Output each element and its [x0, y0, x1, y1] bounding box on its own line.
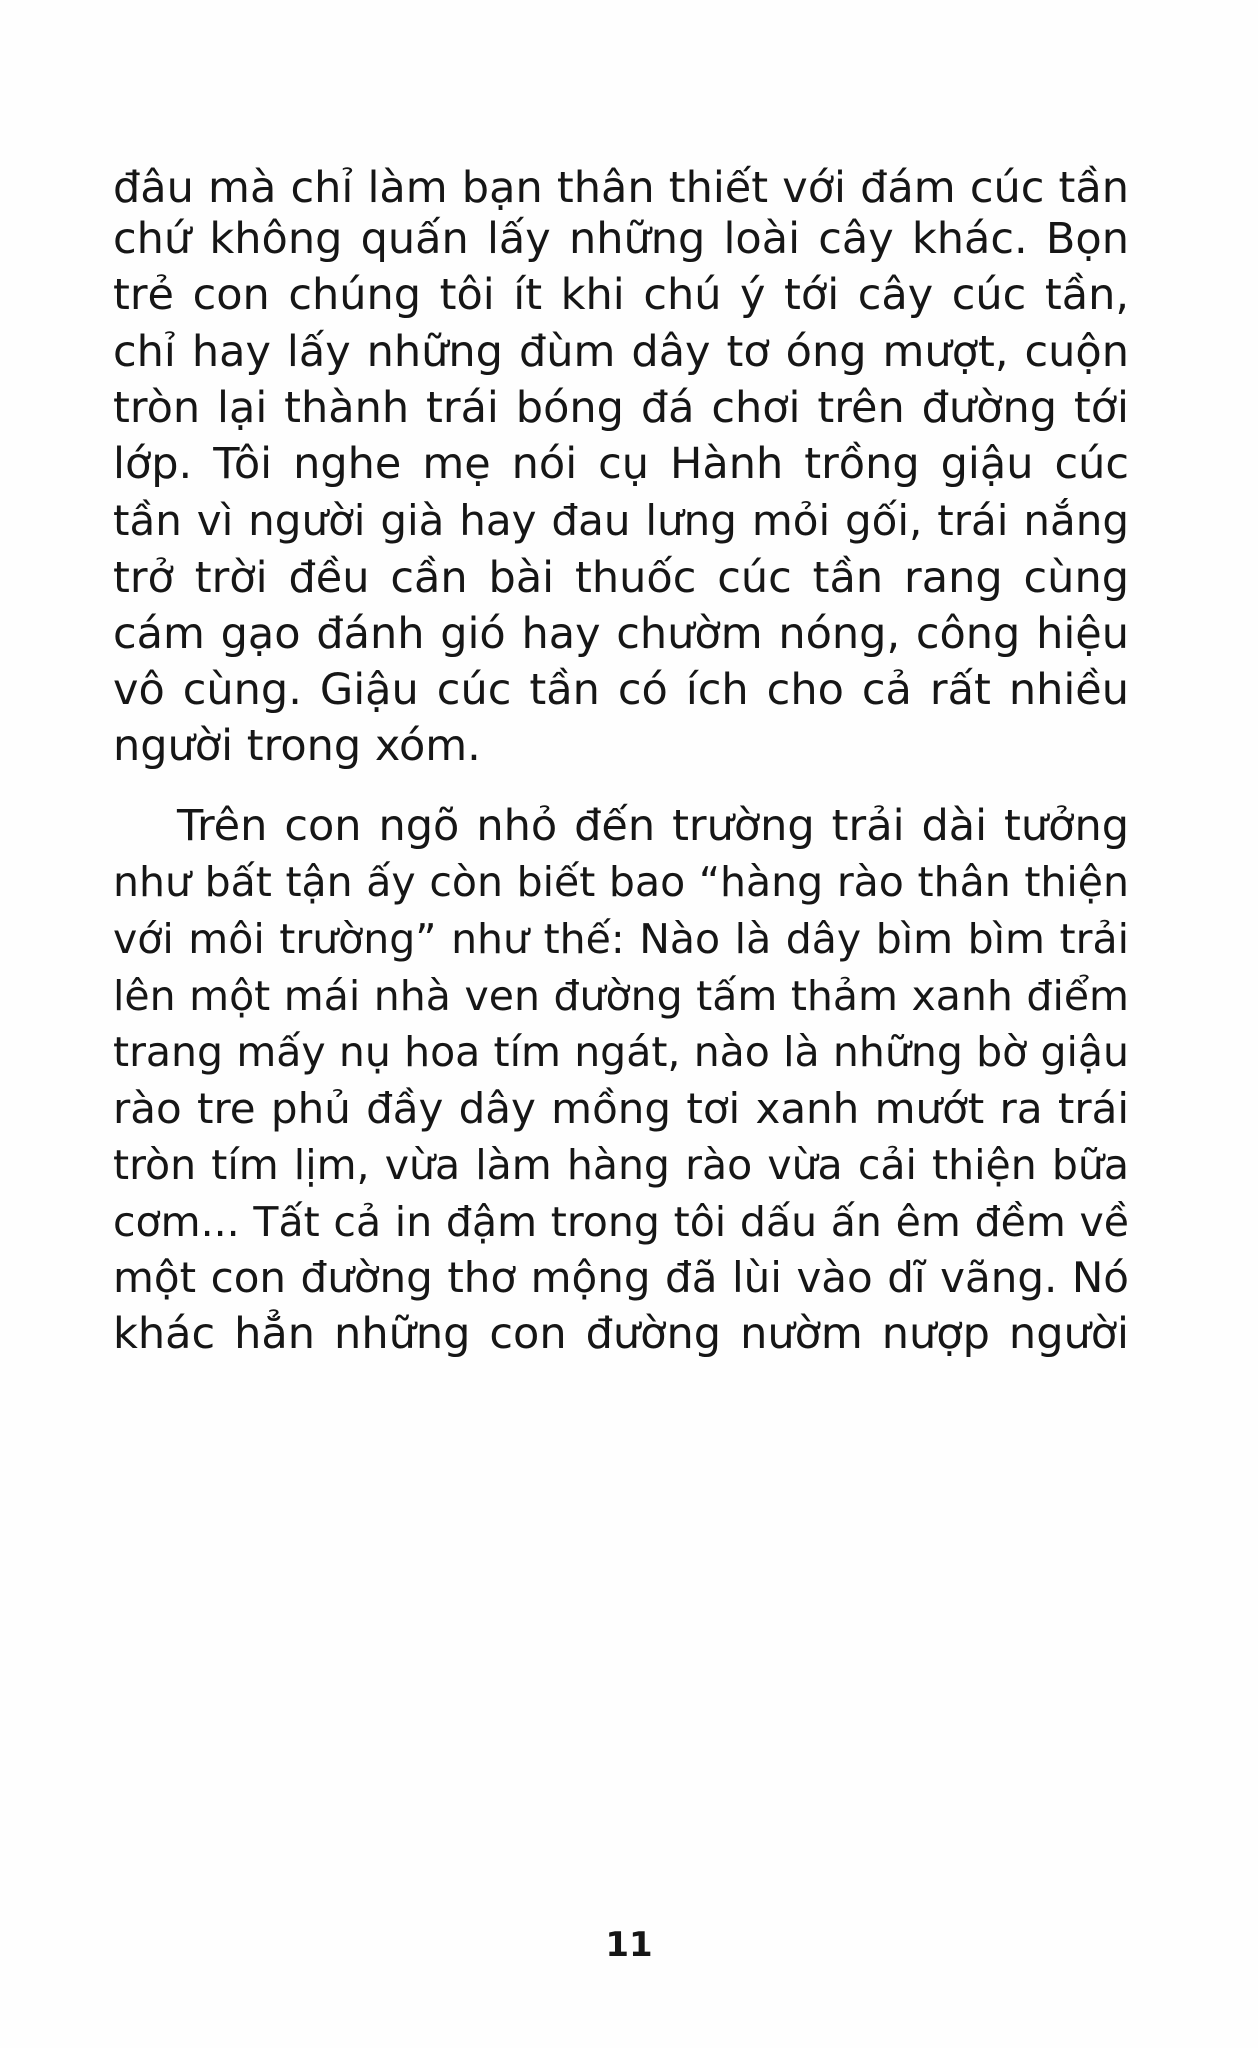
text-line: rào tre phủ đầy dây mồng tơi xanh mướt ra trái	[113, 1084, 1129, 1133]
text-line: lớp. Tôi nghe mẹ nói cụ Hành trồng giậu cúc	[113, 439, 1129, 489]
text-line: cơm... Tất cả in đậm trong tôi dấu ấn êm đềm về	[113, 1198, 1129, 1246]
text-line: người trong xóm.	[113, 721, 481, 771]
page-number: 11	[605, 1925, 653, 1965]
text-line: vô cùng. Giậu cúc tần có ích cho cả rất nhiều	[113, 665, 1129, 715]
text-line: lên một mái nhà ven đường tấm thảm xanh điểm	[113, 972, 1129, 1020]
text-line: tần vì người già hay đau lưng mỏi gối, trái nắng	[113, 496, 1129, 545]
text-line: trang mấy nụ hoa tím ngát, nào là những bờ giậu	[113, 1028, 1129, 1076]
text-line: một con đường thơ mộng đã lùi vào dĩ vãng. Nó	[113, 1253, 1129, 1302]
text-line: trở trời đều cần bài thuốc cúc tần rang cùng	[113, 553, 1129, 603]
text-line: cám gạo đánh gió hay chườm nóng, công hiệu	[113, 609, 1129, 659]
text-line: chứ không quấn lấy những loài cây khác. Bọn	[113, 214, 1129, 264]
text-line: Trên con ngõ nhỏ đến trường trải dài tưởng	[177, 801, 1129, 851]
text-line: như bất tận ấy còn biết bao “hàng rào thân thiện	[113, 858, 1129, 906]
text-line: với môi trường” như thế: Nào là dây bìm bìm trải	[113, 915, 1129, 963]
text-line: chỉ hay lấy những đùm dây tơ óng mượt, cuộn	[113, 327, 1129, 377]
text-line: đâu mà chỉ làm bạn thân thiết với đám cúc tần	[113, 163, 1129, 213]
text-line: khác hẳn những con đường nườm nượp người	[113, 1309, 1129, 1359]
text-line: tròn lại thành trái bóng đá chơi trên đường tới	[113, 383, 1129, 433]
text-line: tròn tím lịm, vừa làm hàng rào vừa cải thiện bữa	[113, 1141, 1129, 1189]
text-line: trẻ con chúng tôi ít khi chú ý tới cây cúc tần,	[113, 270, 1129, 320]
